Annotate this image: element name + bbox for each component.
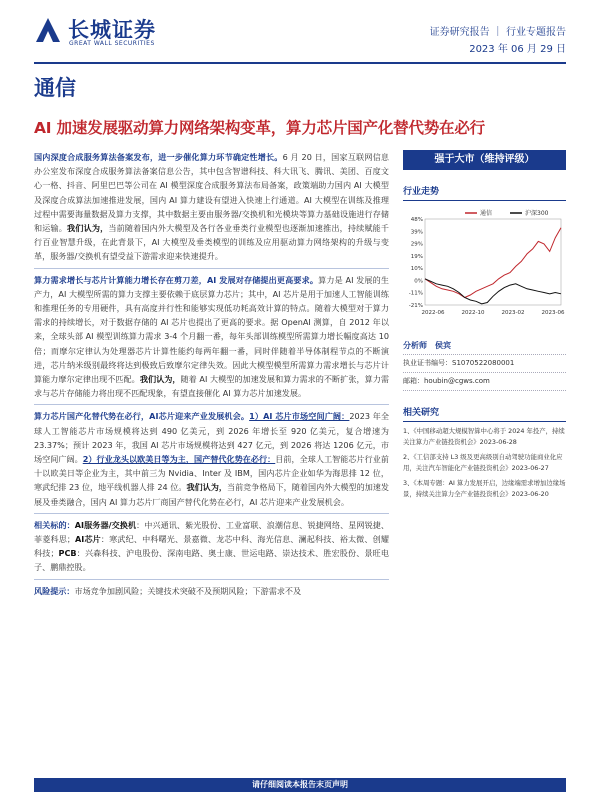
p5-label: 风险提示： [34,585,75,596]
y-tick-label: 19% [410,253,423,260]
logo-mark-icon [34,16,62,44]
section-divider [34,513,389,514]
p2-lead: 算力需求增长与芯片计算能力增长存在剪刀差，AI 发展对存储提出更高要求。 [34,274,319,285]
brand-name: 长城证券 [68,18,156,42]
p4-group-1: AI服务器/交换机 [74,519,137,530]
industry-label: 通信 [34,76,76,100]
header-meta [430,24,566,58]
paragraph-5 [34,584,389,598]
p3-lead: 算力芯片国产化替代势在必行，AI芯片迎来产业发展机会。 [34,411,250,422]
p4-text-2: ：寒武纪、中科曙光、景嘉微、龙芯中科、海光信息、澜起科技、裕太微、创耀科技； [34,534,389,559]
series-line-hs300 [425,279,561,304]
p3-text-1: 2023 年全球人工智能芯片市场规模将达到 490 亿美元，到 2026 年增长至 920 亿美元，复合增速为 23.37%；预计 2023 年，我国 AI 芯片市场规模将达到 427 亿元，到 2026 将达 1206 亿元，市场空间广阔。 [34,411,390,465]
analyst-block [403,337,566,391]
analyst-email: 邮箱：houbin@cgws.com [403,373,566,391]
p3-emphasis: 我们认为， [186,482,227,493]
trend-title: 行业走势 [403,184,566,201]
sidebar [403,150,566,500]
paragraph-4 [34,518,389,575]
p2-text: 算力是 AI 发展的生产力，AI 大模型所需的算力支撑主要依赖于底层算力芯片；其中，AI 芯片是用于加速人工智能训练和推理任务的专用硬件，具有高度并行性和能够实现低功耗高效计算的特点。随着大模型对于算力需求的持续增长，对于数据存储的 AI 芯片也提出了更高的要求。据 OpenAI 测算，自 2012 年以来，全球头部 AI 模型训练算力需求 3-4 个月翻一番，每年头部训练模型所需算力增长幅度高达 10 倍；而摩尔定律认为处理器芯片计算性能约每两年翻一番，同时伴随着半导体制程节点的不断演进，芯片纳米级别最终将达到极致后致摩尔定律失效。因此大模型模型所需算力需求增长与芯片计算能力摩尔定律出现不匹配。 [34,274,389,385]
p4-text-3: ：兴森科技、沪电股份、深南电路、奥士康、世运电路、崇达技术、胜宏股份、景旺电子、鹏鼎控股。 [34,548,389,573]
analyst-license: 执业证书编号：S1070522080001 [403,355,566,373]
y-tick-label: 0% [414,278,423,285]
report-title: AI 加速发展驱动算力网络架构变革，算力芯片国产化替代势在必行 [34,119,485,137]
p1-lead: 国内深度合成服务算法备案发布，进一步催化算力环节确定性增长。 [34,152,283,162]
y-tick-label: 10% [410,266,423,273]
section-divider [34,404,389,405]
p5-text: 市场竞争加剧风险；关键技术突破不及预期风险；下游需求不及 [74,585,302,596]
paragraph-3 [34,409,389,508]
main-column [34,150,389,602]
trend-chart [403,205,566,321]
header-divider [34,62,566,64]
x-tick-label: 2023-02 [501,310,525,316]
rating-badge: 强于大市（维持评级） [403,150,566,170]
paragraph-2 [34,273,389,401]
y-tick-label: 48% [410,217,423,223]
paragraph-1 [34,150,389,264]
p1-text: 6 月 20 日，国家互联网信息办公室发布深度合成服务算法备案信息公告，其中包含智谱科技、科大讯飞、腾讯、美团、百度文心一格、抖音、阿里巴巴等公司在 AI 模型深度合成服务算法布局备案，政策端助力国内 AI 大模型及深度合成算法加速推进发展，国内 AI 算力建设有望进入快速上行通道。AI 大模型在训练及推理过程中需要海量数据及算力支撑，其中数据主要由服务器/交换机和光模块等算力基础设施进行存储和运输。 [34,152,389,234]
x-tick-label: 2022-10 [461,310,485,316]
p4-label: 相关标的： [34,519,75,530]
related-item[interactable]: 2、《工信部支持 L3 级及更高级别自动驾驶功能商业化应用，关注汽车智能化产业链投资机会》2023-06-27 [403,453,563,472]
page-header [0,0,600,62]
legend-label: 通信 [480,210,493,217]
section-divider [34,268,389,269]
report-date: 2023 年 06 月 29 日 [469,44,566,55]
x-tick-label: 2022-06 [421,310,445,316]
p4-group-3: PCB [58,548,77,559]
series-line-tongxin [425,228,561,298]
x-tick-label: 2023-06 [541,310,565,316]
related-title: 相关研究 [403,405,566,422]
brand-english: GREAT WALL SECURITIES [69,40,155,47]
analyst-name: 分析师 侯宾 [403,337,566,355]
p1-tail: 当前随着国内外大模型及各行各业垂类行业模型也逐渐加速推出，持续赋能千行百业智慧升级，在此背景下，AI 大模型及垂类模型的训练及应用驱动算力网络架构的升级与变革，服务器/交换机有望受益下游需求迎来快速提升。 [34,223,389,262]
p3-point-1: 1）AI 芯片市场空间广阔： [249,411,350,422]
logo [34,14,174,54]
p1-emphasis: 我们认为， [67,223,109,234]
y-tick-label: -11% [408,290,423,297]
y-tick-label: -21% [408,303,423,309]
p4-text-1: ：中兴通讯、紫光股份、工业富联、浪潮信息、锐捷网络、星网锐捷、菲菱科思； [34,519,389,545]
p3-point-2: 2）行业龙头以欧美日等为主，国产替代化势在必行： [82,454,276,465]
footer-disclaimer: 请仔细阅读本报告末页声明 [34,778,566,792]
p3-tail: 当前竞争格局下，随着国内外大模型的加速发展及垂类融合，国内 AI 算力芯片厂商国产替代化势在必行，AI 芯片迎来产业发展机会。 [34,482,389,507]
related-item[interactable]: 1、《中国移动超大规模智算中心将于 2024 年投产，持续关注算力产业链投资机会》2023-06-28 [403,427,565,446]
p3-text-2: 目前，全球人工智能芯片行业前十以欧美日等企业为主，其中前三为 Nvidia、Inter 及 IBM，国内芯片企业如华为海思排 12 位，寒武纪排 23 位，地平线机器人排 24 位。 [34,454,389,493]
related-list [403,426,566,500]
y-tick-label: 39% [410,229,423,236]
section-divider [34,579,389,580]
legend-label: 沪深300 [525,210,549,217]
p4-group-2: AI芯片 [75,534,101,545]
p2-tail: 随着 AI 大模型的加速发展和算力需求的不断扩张，算力需求与芯片存储能力将出现不匹配现象，有望直接催化 AI 算力芯片加速发展。 [34,374,389,399]
y-tick-label: 29% [410,241,423,248]
related-item[interactable]: 3、《本周专题：AI 算力发展开启，边缘端需求增加边缘场景，持续关注算力全产业链投资机会》2023-06-20 [403,479,566,498]
report-type: 证券研究报告 ｜ 行业专题报告 [429,27,566,38]
p2-emphasis: 我们认为， [139,374,181,385]
